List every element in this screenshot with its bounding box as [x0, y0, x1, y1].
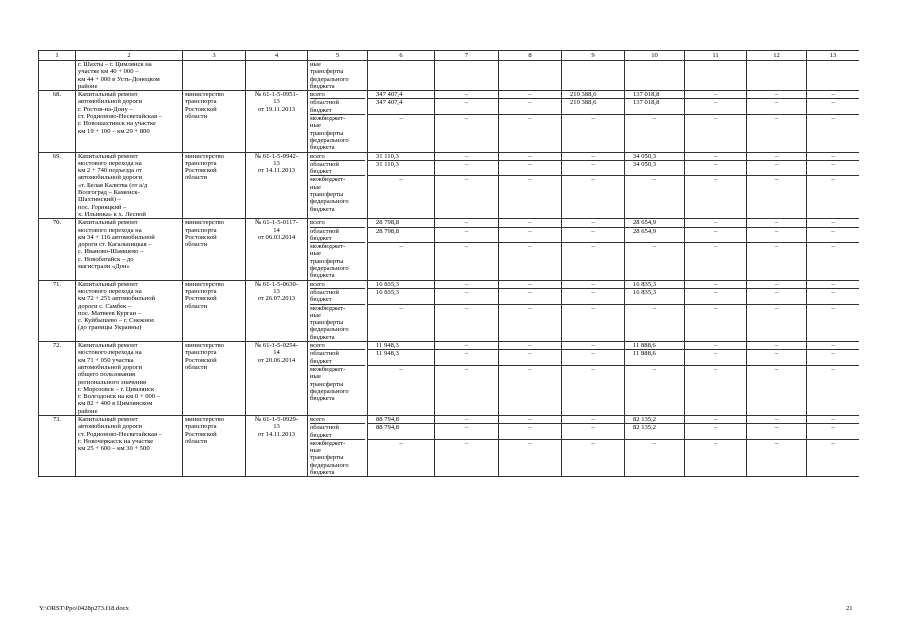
- amount-value: –: [562, 365, 624, 403]
- amount-value: –: [435, 439, 498, 477]
- amount-value: –: [562, 227, 624, 243]
- amount-value: –: [831, 152, 835, 160]
- amount-value: –: [807, 160, 859, 176]
- header-row: [39, 51, 860, 61]
- amount-value: –: [625, 304, 684, 342]
- header-cell: 10: [625, 51, 685, 61]
- amount-value: –: [528, 152, 532, 160]
- amount-value: –: [464, 342, 469, 350]
- amount-value: –: [774, 91, 779, 99]
- amount-value: –: [499, 114, 561, 152]
- amount-value: 31 110,3: [368, 160, 434, 176]
- amount-value: –: [435, 175, 498, 213]
- header-cell: 8: [499, 51, 562, 61]
- amount-value: –: [562, 242, 624, 280]
- amount-value: –: [499, 423, 561, 439]
- responsible-org: министерство транспорта Ростовской области: [183, 91, 246, 152]
- amount-value: –: [807, 349, 859, 365]
- amount-value: –: [747, 365, 806, 403]
- funding-source-label: межбюджет- ные трансферты федерального бюджета: [310, 175, 365, 213]
- amount-value: 11 888,6: [633, 342, 656, 350]
- amount-value: –: [435, 365, 498, 403]
- object-name: Капитальный ремонт автомобильной дороги г. Ростов-на-Дону – ст. Родионово-Несветайская – г. Новошахтинск на участке км 19 + 100 – км 29 + 800: [76, 91, 183, 152]
- amount-value: –: [562, 349, 624, 365]
- header-cell: 9: [562, 51, 625, 61]
- amount-value: –: [368, 365, 434, 403]
- amount-cell: [685, 280, 747, 341]
- budget-table-page: [38, 50, 859, 595]
- amount-value: –: [464, 152, 469, 160]
- funding-source-label: областной бюджет: [310, 160, 365, 176]
- amount-value: 34 050,3: [633, 152, 657, 160]
- funding-source-cell: [308, 219, 368, 280]
- amount-value: –: [807, 98, 859, 114]
- amount-value: –: [685, 304, 746, 342]
- row-number: 69.: [39, 152, 76, 219]
- amount-value: –: [774, 152, 779, 160]
- amount-value: –: [591, 219, 595, 227]
- funding-source-label: областной бюджет: [310, 227, 365, 243]
- amount-value: –: [464, 219, 469, 227]
- amount-value: –: [562, 439, 624, 477]
- amount-value: –: [435, 98, 498, 114]
- amount-value: –: [591, 342, 595, 350]
- amount-value: –: [464, 416, 469, 423]
- object-name: Капитальный ремонт мостового перехода на км 72 + 251 автомобильной дороги с. Самбек – пос. Матвеев Курган – с. Куйбышево – г. Снежное (до границы Украины): [76, 280, 183, 341]
- amount-value: –: [528, 342, 532, 350]
- header-cell: 7: [435, 51, 499, 61]
- object-name: г. Шахты – г. Цимлянск на участке км 40 + 000 – км 44 + 000 в Усть-Донецком районе: [76, 61, 183, 91]
- amount-value: –: [747, 423, 806, 439]
- amount-value: 16 835,3: [625, 288, 684, 304]
- amount-value: 16 835,3: [633, 280, 657, 288]
- amount-cell: [499, 219, 562, 280]
- amount-value: –: [831, 342, 835, 350]
- amount-cell: [562, 342, 625, 416]
- amount-cell: [368, 280, 435, 341]
- object-name: Капитальный ремонт автомобильной дороги ст. Родионово-Несветайская – г. Новочеркасск на участке км 25 + 600 – км 30 + 500: [76, 416, 183, 477]
- funding-source-label: всего: [310, 219, 325, 227]
- amount-cell: [747, 152, 807, 219]
- amount-cell: [625, 152, 685, 219]
- header-cell: 2: [76, 51, 183, 61]
- header-cell: 12: [747, 51, 807, 61]
- page-number: 21: [846, 605, 853, 612]
- amount-value: –: [747, 349, 806, 365]
- amount-value: –: [499, 242, 561, 280]
- row-number: 68.: [39, 91, 76, 152]
- amount-value: –: [435, 242, 498, 280]
- amount-value: 82 135,2: [633, 416, 657, 423]
- amount-value: –: [807, 439, 859, 477]
- row-number: 70.: [39, 219, 76, 280]
- amount-value: 210 388,6: [562, 98, 624, 114]
- amount-value: –: [831, 91, 835, 99]
- amount-cell: [435, 219, 499, 280]
- amount-value: –: [435, 288, 498, 304]
- header-cell: 6: [368, 51, 435, 61]
- amount-value: –: [499, 160, 561, 176]
- amount-value: 210 388,6: [570, 91, 597, 99]
- amount-value: –: [807, 423, 859, 439]
- amount-cell: [368, 416, 435, 477]
- amount-cell: [435, 91, 499, 152]
- amount-value: 28 654,9: [625, 227, 684, 243]
- amount-value: 88 794,8: [376, 416, 400, 423]
- amount-value: –: [368, 304, 434, 342]
- expertise-doc: № 61-1-5-0951- 13 от 19.11.2013: [246, 91, 308, 152]
- amount-cell: [625, 219, 685, 280]
- funding-source-label: всего: [310, 416, 325, 423]
- amount-value: –: [435, 423, 498, 439]
- amount-value: –: [562, 423, 624, 439]
- amount-value: –: [713, 91, 718, 99]
- amount-value: 137 018,8: [633, 91, 660, 99]
- amount-value: –: [499, 365, 561, 403]
- amount-value: –: [435, 349, 498, 365]
- amount-value: 11 888,6: [625, 349, 684, 365]
- expertise-doc: № 61-1-5-0630- 13 от 26.07.2013: [246, 280, 308, 341]
- amount-cell: [562, 280, 625, 341]
- amount-cell: [807, 219, 860, 280]
- project-row: [39, 152, 860, 219]
- amount-value: –: [499, 227, 561, 243]
- amount-value: –: [528, 416, 532, 423]
- amount-cell: [562, 416, 625, 477]
- amount-value: –: [499, 439, 561, 477]
- amount-value: –: [528, 91, 532, 99]
- amount-value: –: [747, 439, 806, 477]
- amount-cell: [685, 91, 747, 152]
- amount-cell: [625, 416, 685, 477]
- amount-value: 28 798,8: [376, 219, 400, 227]
- amount-value: –: [368, 114, 434, 152]
- amount-value: –: [747, 304, 806, 342]
- amount-value: 88 794,8: [368, 423, 434, 439]
- amount-cell: [368, 342, 435, 416]
- amount-cell: [685, 219, 747, 280]
- amount-value: –: [747, 288, 806, 304]
- funding-source-label: межбюджет- ные трансферты федерального бюджета: [310, 304, 365, 342]
- amount-cell: [807, 280, 860, 341]
- amount-value: 28 798,8: [368, 227, 434, 243]
- expertise-doc: № 61-1-5-0942- 13 от 14.11.2013: [246, 152, 308, 219]
- funding-source-label: областной бюджет: [310, 98, 365, 114]
- amount-value: –: [435, 160, 498, 176]
- funding-source-label: областной бюджет: [310, 349, 365, 365]
- project-row: [39, 280, 860, 341]
- amount-value: –: [625, 114, 684, 152]
- amount-value: –: [747, 98, 806, 114]
- amount-value: –: [435, 114, 498, 152]
- amount-value: –: [713, 280, 718, 288]
- amount-value: –: [368, 242, 434, 280]
- amount-value: –: [562, 288, 624, 304]
- amount-value: 347 407,4: [376, 91, 403, 99]
- amount-value: –: [807, 365, 859, 403]
- amount-value: 82 135,2: [625, 423, 684, 439]
- amount-value: –: [499, 98, 561, 114]
- amount-cell: [685, 342, 747, 416]
- amount-value: –: [774, 280, 779, 288]
- responsible-org: министерство транспорта Ростовской области: [183, 416, 246, 477]
- amount-cell: [368, 91, 435, 152]
- amount-cell: [807, 416, 860, 477]
- amount-value: –: [713, 416, 718, 423]
- amount-cell: [562, 91, 625, 152]
- amount-value: –: [625, 242, 684, 280]
- funding-source-label: всего: [310, 91, 325, 99]
- amount-value: –: [807, 175, 859, 213]
- amount-value: –: [435, 304, 498, 342]
- expertise-doc: № 61-1-5-0929- 13 от 14.11.2013: [246, 416, 308, 477]
- amount-value: –: [435, 227, 498, 243]
- amount-value: –: [747, 242, 806, 280]
- amount-value: 34 050,3: [625, 160, 684, 176]
- amount-value: –: [499, 175, 561, 213]
- amount-cell: [368, 219, 435, 280]
- amount-value: –: [591, 416, 595, 423]
- amount-cell: [499, 91, 562, 152]
- amount-value: –: [562, 160, 624, 176]
- amount-cell: [435, 152, 499, 219]
- budget-table: [38, 50, 859, 477]
- amount-value: –: [747, 114, 806, 152]
- amount-value: –: [625, 439, 684, 477]
- row-number: 72.: [39, 342, 76, 416]
- amount-value: –: [685, 227, 746, 243]
- responsible-org: министерство транспорта Ростовской области: [183, 280, 246, 341]
- amount-value: –: [807, 242, 859, 280]
- amount-value: –: [807, 114, 859, 152]
- amount-value: –: [685, 98, 746, 114]
- amount-cell: [435, 416, 499, 477]
- amount-value: 28 654,9: [633, 219, 657, 227]
- amount-value: –: [685, 288, 746, 304]
- amount-cell: [807, 342, 860, 416]
- responsible-org: министерство транспорта Ростовской области: [183, 152, 246, 219]
- amount-value: –: [685, 423, 746, 439]
- amount-cell: [625, 91, 685, 152]
- amount-cell: [807, 91, 860, 152]
- amount-value: 347 407,4: [368, 98, 434, 114]
- amount-cell: [625, 280, 685, 341]
- amount-cell: [435, 342, 499, 416]
- amount-cell: [499, 280, 562, 341]
- funding-source-cell: [308, 152, 368, 219]
- amount-value: –: [747, 160, 806, 176]
- amount-value: –: [685, 175, 746, 213]
- amount-value: –: [685, 114, 746, 152]
- responsible-org: министерство транспорта Ростовской области: [183, 219, 246, 280]
- amount-cell: [747, 280, 807, 341]
- amount-value: –: [807, 227, 859, 243]
- amount-value: –: [591, 152, 595, 160]
- object-name: Капитальный ремонт мостового перехода на км 71 + 050 участка автомобильной дороги общего пользования регионального значения г. Морозовск – г. Цимлянск г. Волгодонск на км 0 + 000 – км 82 + 400 в Цимлянском районе: [76, 342, 183, 416]
- amount-cell: [562, 219, 625, 280]
- header-cell: 5: [308, 51, 368, 61]
- amount-cell: [685, 416, 747, 477]
- amount-value: 31 110,3: [376, 152, 399, 160]
- amount-value: –: [499, 349, 561, 365]
- amount-value: –: [713, 219, 718, 227]
- funding-source-label: межбюджет- ные трансферты федерального бюджета: [310, 439, 365, 477]
- header-cell: 11: [685, 51, 747, 61]
- amount-value: –: [685, 349, 746, 365]
- amount-cell: [435, 280, 499, 341]
- funding-source-label: областной бюджет: [310, 423, 365, 439]
- amount-value: –: [562, 175, 624, 213]
- amount-cell: [562, 152, 625, 219]
- amount-value: –: [464, 91, 469, 99]
- funding-source-label: всего: [310, 152, 325, 160]
- funding-source-cell: [308, 342, 368, 416]
- amount-value: –: [713, 152, 718, 160]
- header-cell: 13: [807, 51, 860, 61]
- row-number: 73.: [39, 416, 76, 477]
- expertise-doc: № 61-1-5-0254- 14 от 20.06.2014: [246, 342, 308, 416]
- amount-cell: [499, 342, 562, 416]
- amount-value: –: [591, 280, 595, 288]
- amount-value: –: [807, 288, 859, 304]
- project-row: [39, 342, 860, 416]
- responsible-org: министерство транспорта Ростовской области: [183, 342, 246, 416]
- amount-cell: [368, 152, 435, 219]
- funding-source-label: всего: [310, 280, 325, 288]
- amount-value: –: [368, 175, 434, 213]
- amount-value: –: [562, 304, 624, 342]
- funding-source-label: всего: [310, 342, 325, 350]
- amount-value: –: [464, 280, 469, 288]
- amount-value: –: [685, 242, 746, 280]
- amount-cell: [747, 219, 807, 280]
- amount-value: –: [685, 439, 746, 477]
- funding-source-cell: [308, 280, 368, 341]
- amount-cell: [625, 342, 685, 416]
- amount-value: –: [713, 342, 718, 350]
- amount-value: –: [747, 175, 806, 213]
- amount-value: 137 018,8: [625, 98, 684, 114]
- amount-value: 16 835,3: [368, 288, 434, 304]
- funding-source-label: межбюджет- ные трансферты федерального бюджета: [310, 242, 365, 280]
- object-name: Капитальный ремонт мостового перехода на км 34 + 116 автомобильной дороги ст. Кагальницкая – с. Иваново-Шамшево – с. Новобатайск – до магистрали «Дон»: [76, 219, 183, 280]
- amount-value: –: [685, 160, 746, 176]
- project-row: [39, 219, 860, 280]
- funding-source-label: областной бюджет: [310, 288, 365, 304]
- header-cell: 1: [39, 51, 76, 61]
- amount-cell: [499, 152, 562, 219]
- project-row: [39, 91, 860, 152]
- amount-value: –: [368, 439, 434, 477]
- amount-cell: [747, 416, 807, 477]
- amount-value: –: [499, 304, 561, 342]
- header-cell: 3: [183, 51, 246, 61]
- amount-value: –: [831, 219, 835, 227]
- funding-source-cell: [308, 91, 368, 152]
- funding-source-label: межбюджет- ные трансферты федерального бюджета: [310, 365, 365, 403]
- amount-value: –: [528, 219, 532, 227]
- amount-value: –: [625, 175, 684, 213]
- amount-value: –: [685, 365, 746, 403]
- amount-value: 11 948,3: [376, 342, 399, 350]
- footer-file-path: Y:\ORST\Ppo\0428p273.f18.docx: [39, 605, 129, 612]
- amount-cell: [747, 91, 807, 152]
- amount-cell: [685, 152, 747, 219]
- funding-source-cell: [308, 416, 368, 477]
- amount-value: –: [499, 288, 561, 304]
- amount-value: –: [774, 416, 779, 423]
- amount-value: –: [807, 304, 859, 342]
- amount-value: 11 948,3: [368, 349, 434, 365]
- continuation-row: [39, 61, 860, 91]
- object-name: Капитальный ремонт мостового перехода на км 2 + 740 подъезда от автомобильной дороги «т. Белая Калитва (от а/д Волгоград – Каменск- Шахтинский) – пос. Горняцкий – х. Ильинка» к х. Лесной: [76, 152, 183, 219]
- header-cell: 4: [246, 51, 308, 61]
- amount-value: –: [831, 280, 835, 288]
- row-number: 71.: [39, 280, 76, 341]
- amount-value: –: [528, 280, 532, 288]
- amount-value: –: [774, 342, 779, 350]
- project-row: [39, 416, 860, 477]
- amount-cell: [807, 152, 860, 219]
- amount-cell: [499, 416, 562, 477]
- funding-source-label: ные трансферты федерального бюджета: [308, 61, 368, 91]
- amount-value: –: [747, 227, 806, 243]
- expertise-doc: № 61-1-5-0117- 14 от 06.03.2014: [246, 219, 308, 280]
- amount-value: 16 835,3: [376, 280, 400, 288]
- amount-value: –: [831, 416, 835, 423]
- amount-cell: [747, 342, 807, 416]
- amount-value: –: [625, 365, 684, 403]
- amount-value: –: [562, 114, 624, 152]
- funding-source-label: межбюджет- ные трансферты федерального бюджета: [310, 114, 365, 152]
- amount-value: –: [774, 219, 779, 227]
